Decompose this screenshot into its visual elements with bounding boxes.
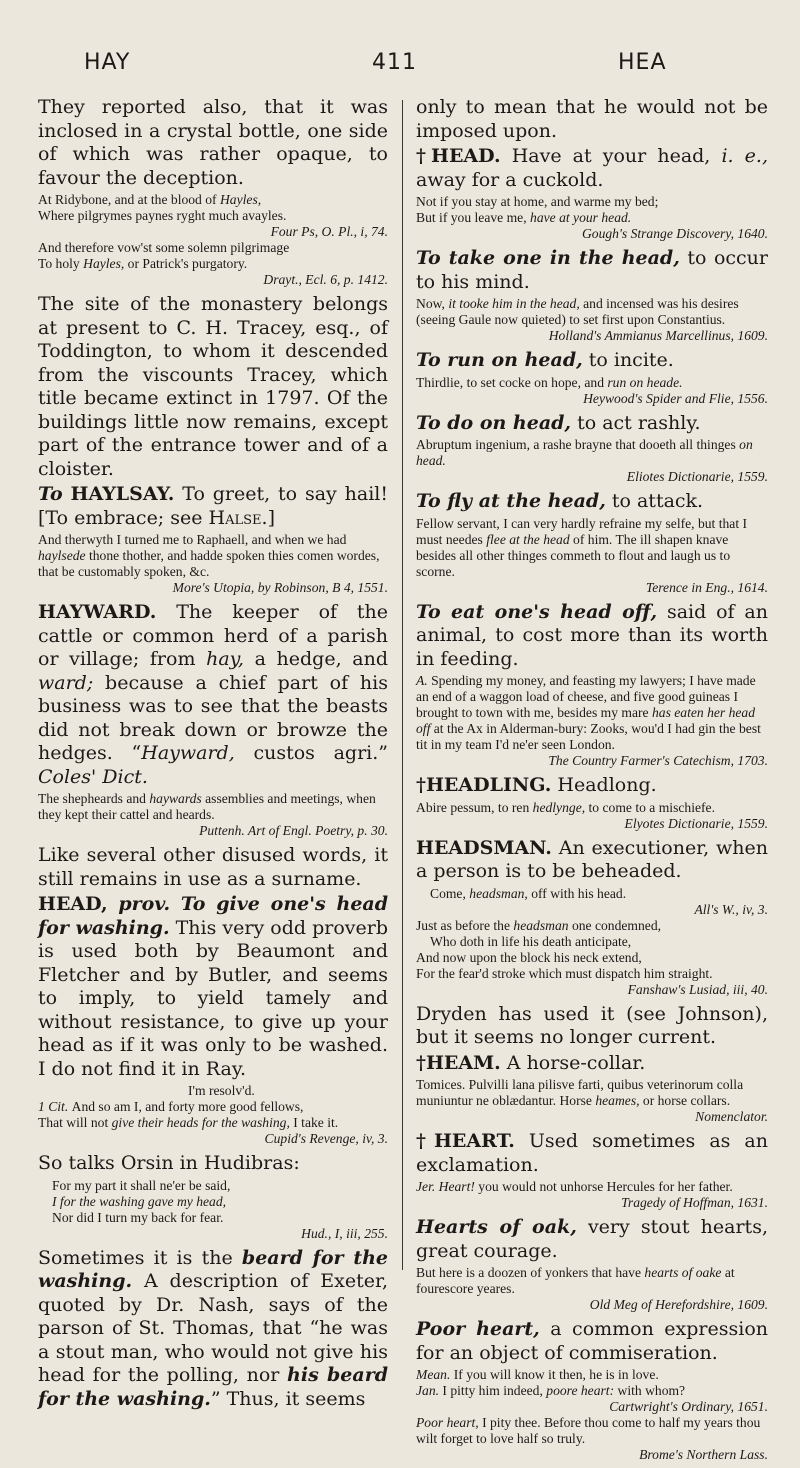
citation: The shepheards and haywards assemblies and meetings, when they kept their cattel and heards. Puttenh. Art of Engl. Poetry, p. 30. (38, 791, 388, 838)
citation-source: More's Utopia, by Robinson, B 4, 1551. (172, 580, 388, 595)
entry-phrase: To eat one's head off, said of an animal, to cost more than its worth in feeding. (416, 600, 768, 670)
entry-head-prov: HEAD, prov. To give one's head for washing. This very odd proverb is used both by Beaumont and Fletcher and by Butler, and seems to imply, to yield tamely and without resistance, to give up your head as if it was only to be washed. I do not find it in Ray. (38, 893, 388, 1080)
citation-line: And therefore vow'st some solemn pilgrimage (38, 240, 290, 255)
headword: HEAD, (38, 893, 108, 915)
citation: Tomices. Pulvilli lana pilisve farti, quibus veterinorum colla muniuntur ne oblædantur. Horse heames, or horse collars. Nomenclator. (416, 1077, 768, 1124)
paragraph: Sometimes it is the beard for the washing. A description of Exeter, quoted by Dr. Nash, says of the parson of St. Thomas, that “he was a stout man, who would not give his head for the polling, nor his beard for the washing.” Thus, it seems (38, 1246, 389, 1410)
citation-source: Tragedy of Hoffman, 1631. (621, 1195, 768, 1210)
citation: Now, it tooke him in the head, and incensed was his desires (seeing Gaule now quieted) to set first upon Constantius. Holland's Ammianus Marcellinus, 1609. (416, 296, 768, 343)
entry-headling: †HEADLING. Headlong. (416, 774, 657, 796)
headword: HEART. (433, 1130, 515, 1152)
citation-source: Eliotes Dictionarie, 1559. (626, 469, 768, 484)
entry-phrase: To do on head, to act rashly. (416, 411, 701, 434)
entry-head: †HEAD. Have at your head, i. e., away for a cuckold. (416, 145, 768, 191)
citation (38, 192, 388, 288)
citation: I'm resolv'd. 1 Cit. And so am I, and forty more good fellows, That will not give their heads for the washing, I take it. Cupid's Revenge, iv, 3. (38, 1083, 388, 1146)
headword: HEADLING. (425, 774, 552, 796)
right-column (416, 96, 768, 1468)
paragraph (38, 293, 388, 481)
citation: Not if you stay at home, and warme my bed; But if you leave me, have at your head. Gough's Strange Discovery, 1640. (416, 194, 768, 241)
citation-source: Gough's Strange Discovery, 1640. (581, 226, 768, 241)
citation-source: Cartwright's Ordinary, 1651. (609, 1399, 768, 1414)
headword: HEAD. (431, 145, 501, 167)
citation: For my part it shall ne'er be said, I for the washing gave my head, Nor did I turn my back for fear. Hud., I, iii, 255. (38, 1178, 388, 1242)
running-head-right: HEA (618, 50, 667, 75)
citation-source: Fanshaw's Lusiad, iii, 40. (627, 981, 768, 997)
citation-source: Cupid's Revenge, iv, 3. (264, 1131, 388, 1146)
paragraph (416, 1003, 768, 1050)
citation-source: Nomenclator. (695, 1109, 768, 1124)
citation-line: Where pilgrymes paynes ryght much avayles. (38, 208, 287, 223)
citation: Mean. If you will know it then, he is in love. Jan. I pitty him indeed, poore heart: with whom? Cartwright's Ordinary, 1651. Poor heart, I pity thee. Before thou come to half my years thou wilt forget to love half so truly. Brome's Northern Lass. (416, 1367, 768, 1462)
citation-line: To holy Hayles, or Patrick's purgatory. (38, 256, 248, 271)
headword: HEADSMAN. (416, 836, 552, 859)
headword: HAYWARD. (38, 601, 157, 623)
paragraph-text: Dryden has used it (see Johnson), but it seems no longer current. (416, 1002, 768, 1048)
citation-source: Hud., I, iii, 255. (301, 1225, 388, 1241)
citation-source: Terence in Eng., 1614. (645, 579, 768, 595)
entry-haylsay: To HAYLSAY. To greet, to say hail! [To embrace; see Halse.] (38, 483, 388, 529)
paragraph-text: only to mean that he would not be imposed upon. (416, 96, 768, 142)
entry-phrase: Poor heart, a common expression for an object of commiseration. (416, 1318, 768, 1364)
citation-source: Old Meg of Herefordshire, 1609. (589, 1297, 768, 1312)
entry-hayward: HAYWARD. The keeper of the cattle or common herd of a parish or village; from hay, a hedge, and ward; because a chief part of his business was to see that the beasts did not break down or browze the hedges. “Hayward, custos agri.” Coles' Dict. (38, 601, 389, 788)
citation: Come, headsman, off with his head. All's W., iv, 3. Just as before the headsman one condemned, Who doth in life his death anticipate, And now upon the block his neck extend, For the fear'd stroke which must dispatch him straight. Fanshaw's Lusiad, iii, 40. (416, 885, 768, 997)
paragraph (416, 96, 768, 143)
citation: Thirdlie, to set cocke on hope, and run on heade. Heywood's Spider and Flie, 1556. (416, 374, 768, 406)
citation-source: The Country Farmer's Catechism, 1703. (548, 753, 768, 768)
citation-source: Puttenh. Art of Engl. Poetry, p. 30. (199, 823, 388, 838)
citation: Fellow servant, I can very hardly refraine my selfe, but that I must needes flee at the head of him. The ill shapen knave besides all other thinges commeth to flout and laugh us to scorne. Terence in Eng., 1614. (416, 515, 768, 595)
left-column (38, 96, 388, 1413)
entry-phrase: To fly at the head, to attack. (416, 490, 704, 512)
obsolete-dagger-icon: † (416, 145, 431, 167)
entry-phrase: To run on head, to incite. (416, 349, 674, 371)
column-divider (402, 100, 403, 1270)
running-head (0, 50, 800, 80)
cross-reference: Halse. (208, 506, 268, 529)
paragraph (38, 96, 388, 190)
entry-phrase: To take one in the head, to occur to his mind. (416, 247, 768, 293)
citation: Abire pessum, to ren hedlynge, to come to a mischiefe. Elyotes Dictionarie, 1559. (416, 799, 768, 831)
headword: HAYLSAY. (70, 483, 175, 505)
entry-heam: †HEAM. A horse-collar. (416, 1051, 646, 1074)
obsolete-dagger-icon: † (416, 1051, 426, 1074)
headword: HEAM. (425, 1051, 501, 1074)
paragraph (38, 844, 388, 891)
paragraph-text: The site of the monastery belongs at present to C. H. Tracey, esq., of Toddington, to whom it descended from the viscounts Tracey, which title became extinct in 1797. Of the buildings little now remains, except part of the entrance tower and of a cloister. (38, 293, 388, 480)
obsolete-dagger-icon: † (416, 1130, 434, 1152)
citation-source: Holland's Ammianus Marcellinus, 1609. (548, 328, 768, 343)
paragraph-text: So talks Orsin in Hudibras: (38, 1152, 300, 1174)
entry-headsman: HEADSMAN. An executioner, when a person is to be beheaded. (416, 836, 768, 882)
citation: A. Spending my money, and feasting my lawyers; I have made an end of a waggon load of cheese, and five good guineas I brought to town with me, besides my mare has eaten her head off at the Ax in Alderman-bury: Zooks, wou'd I had gin the best tit in my team I'd ne'er seen London. The Country Farmer's Catechism, 1703. (416, 673, 768, 768)
paragraph-text: Like several other disused words, it still remains in use as a surname. (38, 844, 388, 890)
citation-source: Brome's Northern Lass. (639, 1447, 768, 1462)
entry-phrase: Hearts of oak, very stout hearts, great courage. (416, 1216, 768, 1262)
citation-source: All's W., iv, 3. (694, 901, 768, 917)
citation-source: Heywood's Spider and Flie, 1556. (583, 390, 768, 406)
citation-source: Elyotes Dictionarie, 1559. (624, 815, 768, 831)
citation-source: Drayt., Ecl. 6, p. 1412. (263, 272, 388, 287)
paragraph (38, 1152, 388, 1176)
citation-line: At Ridybone, and at the blood of Hayles, (38, 192, 262, 207)
running-head-left: HAY (84, 50, 131, 75)
paragraph-text: They reported also, that it was inclosed in a crystal bottle, one side of which was rather opaque, to favour the deception. (38, 96, 388, 189)
citation: And therwyth I turned me to Raphaell, and when we had haylsede thone thother, and hadde spoken thies comen wordes, that be customably spoken, &c. More's Utopia, by Robinson, B 4, 1551. (38, 532, 388, 595)
citation-source: Four Ps, O. Pl., i, 74. (270, 224, 388, 239)
citation: But here is a doozen of yonkers that have hearts of oake at fourescore yeares. Old Meg of Herefordshire, 1609. (416, 1265, 768, 1312)
entry-heart: †HEART. Used sometimes as an exclamation. (416, 1130, 768, 1176)
page-number: 411 (372, 50, 417, 75)
obsolete-dagger-icon: † (416, 774, 426, 796)
citation: Abruptum ingenium, a rashe brayne that dooeth all thinges on head. Eliotes Dictionarie, 1559. (416, 437, 768, 484)
citation: Jer. Heart! you would not unhorse Hercules for her father. Tragedy of Hoffman, 1631. (416, 1179, 768, 1210)
